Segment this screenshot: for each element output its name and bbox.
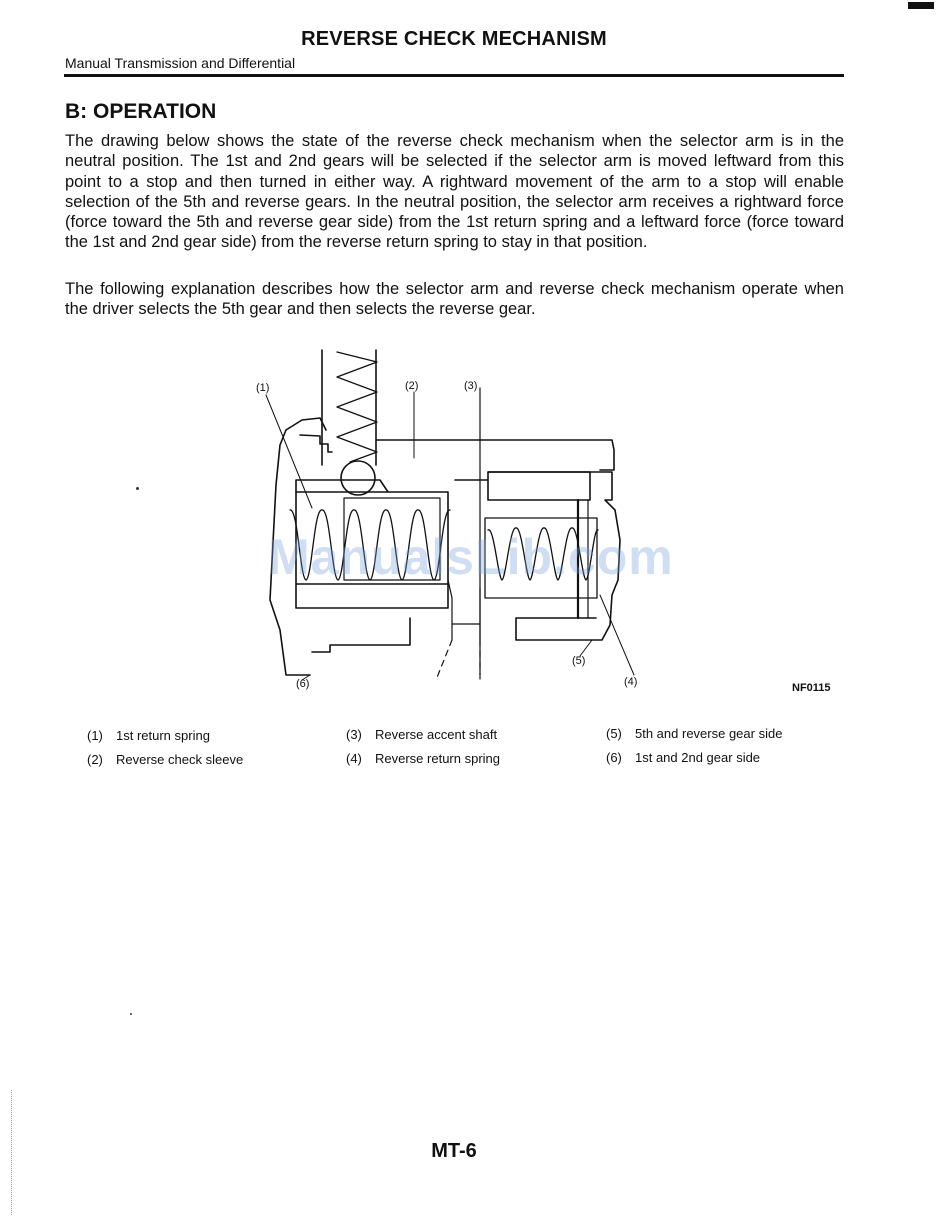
callout-3: (3) bbox=[464, 380, 478, 392]
housing-inner-bottom bbox=[312, 618, 410, 652]
legend-num: (5) bbox=[606, 726, 622, 741]
page-number: MT-6 bbox=[431, 1140, 477, 1162]
legend-item-2 bbox=[87, 752, 243, 767]
shaft-dashed bbox=[436, 640, 452, 680]
housing-inner-top bbox=[300, 435, 332, 452]
callout-1: (1) bbox=[256, 382, 270, 394]
legend-label: 1st return spring bbox=[116, 728, 210, 743]
mechanism-diagram bbox=[240, 340, 860, 710]
detent-ball bbox=[341, 461, 375, 495]
legend-num: (4) bbox=[346, 751, 362, 766]
legend-num: (2) bbox=[87, 752, 103, 767]
legend-item-5 bbox=[606, 726, 782, 741]
corner-mark bbox=[908, 2, 934, 9]
leader-line-1 bbox=[266, 395, 312, 508]
mechanism-drawing bbox=[240, 340, 860, 710]
body-paragraph-2: The following explanation describes how the selector arm and reverse check mechanism operate when the driver selects the 5th gear and then selects the reverse gear. bbox=[65, 280, 844, 319]
legend-label: Reverse accent shaft bbox=[375, 727, 498, 742]
callout-6: (6) bbox=[296, 678, 310, 690]
legend-num: (3) bbox=[346, 727, 362, 742]
shaft-step bbox=[455, 472, 590, 500]
header-rule bbox=[64, 74, 844, 77]
legend-item-4 bbox=[346, 751, 500, 766]
section-heading: B: OPERATION bbox=[65, 100, 217, 123]
leader-line-5 bbox=[580, 640, 592, 656]
legend-num: (6) bbox=[606, 750, 622, 765]
legend-item-1 bbox=[87, 728, 210, 743]
legend-label: 5th and reverse gear side bbox=[635, 726, 783, 741]
watermark: ManualsLib.com bbox=[268, 529, 674, 585]
legend-item-3 bbox=[346, 727, 497, 742]
figure-code: NF0115 bbox=[792, 682, 831, 694]
top-rail bbox=[376, 440, 614, 470]
detent-spring bbox=[337, 352, 377, 462]
legend-label: Reverse check sleeve bbox=[116, 752, 244, 767]
shaft-body bbox=[448, 580, 480, 640]
page-subtitle: Manual Transmission and Differential bbox=[65, 55, 296, 71]
scan-speck bbox=[136, 487, 139, 490]
legend-label: Reverse return spring bbox=[375, 751, 500, 766]
legend-num: (1) bbox=[87, 728, 103, 743]
scan-speck bbox=[130, 1013, 132, 1015]
callout-5: (5) bbox=[572, 655, 586, 667]
legend-item-6 bbox=[606, 750, 760, 765]
body-paragraph-1: The drawing below shows the state of the reverse check mechanism when the selector arm is in the neutral position. The 1st and 2nd gears will be selected if the selector arm is moved leftward from this point to a stop and then turned in either way. A rightward movement of the arm to a stop will enable selection of the 5th and reverse gears. In the neutral position, the selector arm receives a rightward force (force toward the 5th and reverse gear side) from the 1st return spring and a leftward force (force toward the 1st and 2nd gear side) from the reverse return spring to stay in that position. bbox=[65, 132, 844, 252]
sleeve-flange-bottom bbox=[296, 584, 448, 608]
callout-4: (4) bbox=[624, 676, 638, 688]
page-title: REVERSE CHECK MECHANISM bbox=[301, 28, 607, 50]
callout-2: (2) bbox=[405, 380, 419, 392]
legend-label: 1st and 2nd gear side bbox=[635, 750, 761, 765]
